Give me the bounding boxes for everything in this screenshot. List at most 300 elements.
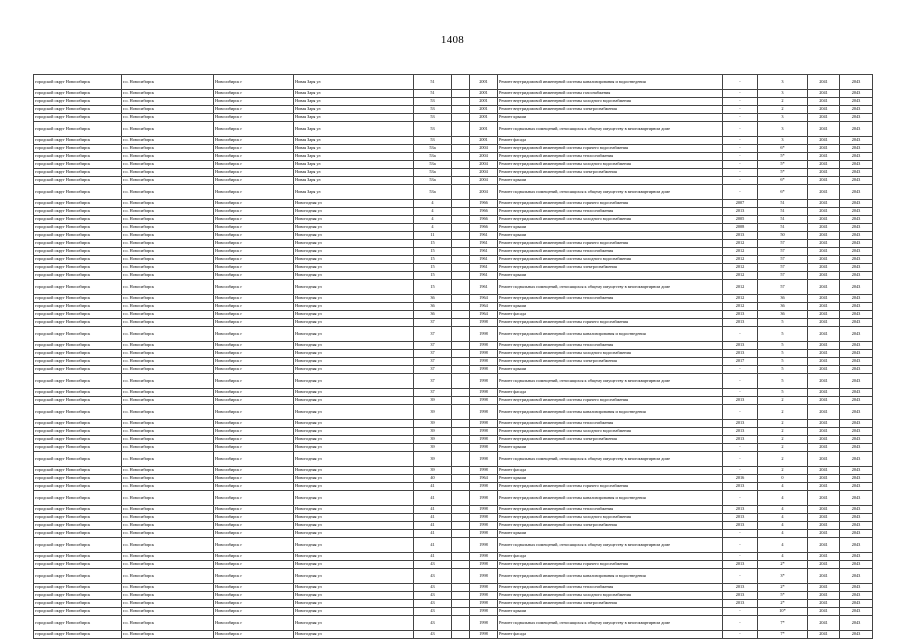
year-built-cell: 1964: [470, 295, 498, 303]
settlement-cell: г.о. Новосибирск: [122, 98, 214, 106]
work-type-cell: Ремонт внутридомовой инженерной системы электроснабжения: [498, 264, 723, 272]
work-type-cell: Ремонт внутридомовой инженерной системы холодного водоснабжения: [498, 256, 723, 264]
work-type-cell: Ремонт внутридомовой инженерной системы канализирования и водоотведения: [498, 327, 723, 342]
work-type-cell: Ремонт внутридомовой инженерной системы теплоснабжения: [498, 420, 723, 428]
wear-cell: 2*: [758, 561, 808, 569]
work-type-cell: Ремонт фасада: [498, 137, 723, 145]
building-cell: [452, 561, 470, 569]
building-cell: [452, 280, 470, 295]
last-repair-cell: 2017: [723, 358, 758, 366]
table-row: [34, 106, 873, 114]
last-repair-cell: -: [723, 553, 758, 561]
last-repair-cell: 2012: [723, 280, 758, 295]
period-to-cell: 2043: [840, 161, 873, 169]
settlement-cell: г.о. Новосибирск: [122, 106, 214, 114]
city-cell: Новосибирск г: [214, 272, 294, 280]
house-cell: 43: [414, 592, 452, 600]
settlement-cell: г.о. Новосибирск: [122, 366, 214, 374]
work-type-cell: Ремонт крыши: [498, 303, 723, 311]
settlement-cell: г.о. Новосибирск: [122, 475, 214, 483]
municipality-cell: городской округ Новосибирск: [34, 569, 122, 584]
street-cell: Новая Заря ул: [294, 122, 414, 137]
city-cell: Новосибирск г: [214, 98, 294, 106]
street-cell: Новогодняя ул: [294, 224, 414, 232]
street-cell: Новогодняя ул: [294, 342, 414, 350]
work-type-cell: Ремонт внутридомовой инженерной системы горячего водоснабжения: [498, 200, 723, 208]
year-built-cell: 1998: [470, 491, 498, 506]
municipality-cell: городской округ Новосибирск: [34, 592, 122, 600]
period-from-cell: 2041: [808, 428, 840, 436]
house-cell: 15: [414, 248, 452, 256]
house-cell: 36: [414, 295, 452, 303]
street-cell: Новогодняя ул: [294, 561, 414, 569]
table-row: [34, 75, 873, 90]
last-repair-cell: 2013: [723, 319, 758, 327]
street-cell: Новогодняя ул: [294, 631, 414, 639]
city-cell: Новосибирск г: [214, 592, 294, 600]
last-repair-cell: 2013: [723, 561, 758, 569]
city-cell: Новосибирск г: [214, 397, 294, 405]
period-from-cell: 2041: [808, 389, 840, 397]
table-row: [34, 475, 873, 483]
settlement-cell: г.о. Новосибирск: [122, 303, 214, 311]
last-repair-cell: -: [723, 608, 758, 616]
settlement-cell: г.о. Новосибирск: [122, 397, 214, 405]
street-cell: Новогодняя ул: [294, 350, 414, 358]
house-cell: 41: [414, 491, 452, 506]
settlement-cell: г.о. Новосибирск: [122, 122, 214, 137]
settlement-cell: г.о. Новосибирск: [122, 114, 214, 122]
municipality-cell: городской округ Новосибирск: [34, 303, 122, 311]
last-repair-cell: -: [723, 169, 758, 177]
settlement-cell: г.о. Новосибирск: [122, 592, 214, 600]
street-cell: Новогодняя ул: [294, 327, 414, 342]
city-cell: Новосибирск г: [214, 584, 294, 592]
period-to-cell: 2043: [840, 98, 873, 106]
last-repair-cell: 2013: [723, 584, 758, 592]
building-cell: [452, 522, 470, 530]
wear-cell: 5: [758, 358, 808, 366]
settlement-cell: г.о. Новосибирск: [122, 319, 214, 327]
city-cell: Новосибирск г: [214, 114, 294, 122]
settlement-cell: г.о. Новосибирск: [122, 631, 214, 639]
last-repair-cell: -: [723, 122, 758, 137]
table-row: [34, 569, 873, 584]
wear-cell: 51: [758, 200, 808, 208]
city-cell: Новосибирск г: [214, 232, 294, 240]
period-to-cell: 2043: [840, 248, 873, 256]
municipality-cell: городской округ Новосибирск: [34, 420, 122, 428]
table-row: [34, 122, 873, 137]
work-type-cell: Ремонт фасада: [498, 553, 723, 561]
year-built-cell: 1998: [470, 584, 498, 592]
period-to-cell: 2043: [840, 389, 873, 397]
last-repair-cell: 2013: [723, 420, 758, 428]
last-repair-cell: -: [723, 98, 758, 106]
year-built-cell: 1998: [470, 631, 498, 639]
last-repair-cell: -: [723, 90, 758, 98]
municipality-cell: городской округ Новосибирск: [34, 358, 122, 366]
building-cell: [452, 600, 470, 608]
street-cell: Новогодняя ул: [294, 397, 414, 405]
municipality-cell: городской округ Новосибирск: [34, 114, 122, 122]
house-cell: 53: [414, 122, 452, 137]
city-cell: Новосибирск г: [214, 389, 294, 397]
municipality-cell: городской округ Новосибирск: [34, 530, 122, 538]
municipality-cell: городской округ Новосибирск: [34, 169, 122, 177]
last-repair-cell: -: [723, 106, 758, 114]
period-to-cell: 2043: [840, 514, 873, 522]
street-cell: Новая Заря ул: [294, 169, 414, 177]
period-from-cell: 2041: [808, 232, 840, 240]
period-from-cell: 2041: [808, 303, 840, 311]
last-repair-cell: -: [723, 530, 758, 538]
house-cell: 53а: [414, 169, 452, 177]
building-cell: [452, 584, 470, 592]
street-cell: Новая Заря ул: [294, 161, 414, 169]
building-cell: [452, 295, 470, 303]
period-from-cell: 2041: [808, 280, 840, 295]
municipality-cell: городской округ Новосибирск: [34, 264, 122, 272]
city-cell: Новосибирск г: [214, 374, 294, 389]
building-cell: [452, 374, 470, 389]
street-cell: Новогодняя ул: [294, 483, 414, 491]
table-row: [34, 240, 873, 248]
building-cell: [452, 491, 470, 506]
street-cell: Новая Заря ул: [294, 153, 414, 161]
period-to-cell: 2043: [840, 506, 873, 514]
last-repair-cell: 2013: [723, 350, 758, 358]
period-from-cell: 2041: [808, 122, 840, 137]
street-cell: Новогодняя ул: [294, 553, 414, 561]
period-to-cell: 2043: [840, 420, 873, 428]
city-cell: Новосибирск г: [214, 506, 294, 514]
street-cell: Новогодняя ул: [294, 366, 414, 374]
period-to-cell: 2043: [840, 122, 873, 137]
wear-cell: 0: [758, 475, 808, 483]
house-cell: 37: [414, 358, 452, 366]
municipality-cell: городской округ Новосибирск: [34, 295, 122, 303]
table-row: [34, 467, 873, 475]
street-cell: Новогодняя ул: [294, 272, 414, 280]
table-row: [34, 530, 873, 538]
settlement-cell: г.о. Новосибирск: [122, 389, 214, 397]
city-cell: Новосибирск г: [214, 248, 294, 256]
municipality-cell: городской округ Новосибирск: [34, 366, 122, 374]
table-row: [34, 153, 873, 161]
settlement-cell: г.о. Новосибирск: [122, 506, 214, 514]
building-cell: [452, 592, 470, 600]
last-repair-cell: -: [723, 327, 758, 342]
table-row: [34, 397, 873, 405]
city-cell: Новосибирск г: [214, 264, 294, 272]
period-to-cell: 2043: [840, 405, 873, 420]
year-built-cell: 1961: [470, 240, 498, 248]
work-type-cell: Ремонт внутридомовой инженерной системы теплоснабжения: [498, 342, 723, 350]
last-repair-cell: 2016: [723, 475, 758, 483]
work-type-cell: Ремонт подвальных помещений, относящихся к общему имуществу в многоквартирном доме: [498, 452, 723, 467]
house-cell: 4: [414, 216, 452, 224]
table-row: [34, 436, 873, 444]
period-from-cell: 2041: [808, 405, 840, 420]
last-repair-cell: 2013: [723, 592, 758, 600]
settlement-cell: г.о. Новосибирск: [122, 561, 214, 569]
period-to-cell: 2043: [840, 616, 873, 631]
period-from-cell: 2041: [808, 216, 840, 224]
wear-cell: 57: [758, 256, 808, 264]
period-from-cell: 2041: [808, 75, 840, 90]
period-from-cell: 2041: [808, 608, 840, 616]
municipality-cell: городской округ Новосибирск: [34, 374, 122, 389]
settlement-cell: г.о. Новосибирск: [122, 145, 214, 153]
period-to-cell: 2043: [840, 208, 873, 216]
table-row: [34, 491, 873, 506]
table-row: [34, 631, 873, 639]
city-cell: Новосибирск г: [214, 303, 294, 311]
municipality-cell: городской округ Новосибирск: [34, 122, 122, 137]
work-type-cell: Ремонт внутридомовой инженерной системы горячего водоснабжения: [498, 240, 723, 248]
city-cell: Новосибирск г: [214, 90, 294, 98]
municipality-cell: городской округ Новосибирск: [34, 248, 122, 256]
building-cell: [452, 514, 470, 522]
work-type-cell: Ремонт внутридомовой инженерной системы холодного водоснабжения: [498, 592, 723, 600]
last-repair-cell: 2013: [723, 483, 758, 491]
building-cell: [452, 538, 470, 553]
period-from-cell: 2041: [808, 327, 840, 342]
year-built-cell: 2004: [470, 161, 498, 169]
street-cell: Новая Заря ул: [294, 98, 414, 106]
work-type-cell: Ремонт внутридомовой инженерной системы теплоснабжения: [498, 506, 723, 514]
year-built-cell: 1998: [470, 506, 498, 514]
wear-cell: 7*: [758, 616, 808, 631]
work-type-cell: Ремонт подвальных помещений, относящихся к общему имуществу в многоквартирном доме: [498, 122, 723, 137]
house-cell: 41: [414, 514, 452, 522]
year-built-cell: 1998: [470, 389, 498, 397]
municipality-cell: городской округ Новосибирск: [34, 232, 122, 240]
street-cell: Новогодняя ул: [294, 506, 414, 514]
table-row: [34, 311, 873, 319]
building-cell: [452, 311, 470, 319]
building-cell: [452, 208, 470, 216]
last-repair-cell: 2013: [723, 232, 758, 240]
wear-cell: 4: [758, 491, 808, 506]
wear-cell: 2: [758, 405, 808, 420]
period-to-cell: 2043: [840, 584, 873, 592]
table-body: [34, 75, 873, 639]
house-cell: 37: [414, 342, 452, 350]
settlement-cell: г.о. Новосибирск: [122, 185, 214, 200]
year-built-cell: 1998: [470, 436, 498, 444]
city-cell: Новосибирск г: [214, 452, 294, 467]
table-row: [34, 592, 873, 600]
wear-cell: 2: [758, 444, 808, 452]
year-built-cell: 1998: [470, 600, 498, 608]
wear-cell: 2*: [758, 600, 808, 608]
municipality-cell: городской округ Новосибирск: [34, 584, 122, 592]
building-cell: [452, 327, 470, 342]
municipality-cell: городской округ Новосибирск: [34, 631, 122, 639]
street-cell: Новогодняя ул: [294, 280, 414, 295]
work-type-cell: Ремонт внутридомовой инженерной системы канализирования и водоотведения: [498, 75, 723, 90]
work-type-cell: Ремонт крыши: [498, 444, 723, 452]
year-built-cell: 1966: [470, 200, 498, 208]
settlement-cell: г.о. Новосибирск: [122, 216, 214, 224]
table-row: [34, 514, 873, 522]
period-from-cell: 2041: [808, 272, 840, 280]
table-row: [34, 452, 873, 467]
table-row: [34, 264, 873, 272]
period-from-cell: 2041: [808, 631, 840, 639]
city-cell: Новосибирск г: [214, 444, 294, 452]
table-row: [34, 506, 873, 514]
period-to-cell: 2043: [840, 256, 873, 264]
settlement-cell: г.о. Новосибирск: [122, 311, 214, 319]
table-row: [34, 561, 873, 569]
last-repair-cell: -: [723, 616, 758, 631]
last-repair-cell: 2013: [723, 600, 758, 608]
building-cell: [452, 106, 470, 114]
house-cell: 43: [414, 561, 452, 569]
settlement-cell: г.о. Новосибирск: [122, 177, 214, 185]
period-from-cell: 2041: [808, 397, 840, 405]
street-cell: Новая Заря ул: [294, 106, 414, 114]
house-cell: 43: [414, 608, 452, 616]
period-from-cell: 2041: [808, 177, 840, 185]
street-cell: Новогодняя ул: [294, 530, 414, 538]
period-from-cell: 2041: [808, 106, 840, 114]
settlement-cell: г.о. Новосибирск: [122, 240, 214, 248]
period-to-cell: 2043: [840, 75, 873, 90]
street-cell: Новогодняя ул: [294, 467, 414, 475]
year-built-cell: 2001: [470, 106, 498, 114]
period-from-cell: 2041: [808, 137, 840, 145]
period-from-cell: 2041: [808, 506, 840, 514]
building-cell: [452, 114, 470, 122]
municipality-cell: городской округ Новосибирск: [34, 272, 122, 280]
settlement-cell: г.о. Новосибирск: [122, 420, 214, 428]
wear-cell: 57: [758, 280, 808, 295]
wear-cell: 6*: [758, 177, 808, 185]
work-type-cell: Ремонт внутридомовой инженерной системы теплоснабжения: [498, 248, 723, 256]
wear-cell: 6*: [758, 185, 808, 200]
wear-cell: 2: [758, 467, 808, 475]
last-repair-cell: -: [723, 569, 758, 584]
building-cell: [452, 161, 470, 169]
city-cell: Новосибирск г: [214, 631, 294, 639]
house-cell: 39: [414, 444, 452, 452]
wear-cell: 5: [758, 342, 808, 350]
wear-cell: 4: [758, 538, 808, 553]
year-built-cell: 1966: [470, 216, 498, 224]
municipality-cell: городской округ Новосибирск: [34, 145, 122, 153]
house-cell: 40: [414, 475, 452, 483]
work-type-cell: Ремонт внутридомовой инженерной системы холодного водоснабжения: [498, 98, 723, 106]
city-cell: Новосибирск г: [214, 327, 294, 342]
street-cell: Новая Заря ул: [294, 75, 414, 90]
wear-cell: 3: [758, 122, 808, 137]
work-type-cell: Ремонт внутридомовой инженерной системы теплоснабжения: [498, 153, 723, 161]
table-row: [34, 584, 873, 592]
city-cell: Новосибирск г: [214, 553, 294, 561]
period-from-cell: 2041: [808, 483, 840, 491]
year-built-cell: 1998: [470, 530, 498, 538]
building-cell: [452, 272, 470, 280]
period-to-cell: 2043: [840, 319, 873, 327]
year-built-cell: 1961: [470, 248, 498, 256]
work-type-cell: Ремонт подвальных помещений, относящихся к общему имуществу в многоквартирном доме: [498, 616, 723, 631]
year-built-cell: 1966: [470, 208, 498, 216]
period-to-cell: 2043: [840, 224, 873, 232]
table-row: [34, 600, 873, 608]
settlement-cell: г.о. Новосибирск: [122, 90, 214, 98]
last-repair-cell: 2013: [723, 514, 758, 522]
house-cell: 36: [414, 311, 452, 319]
work-type-cell: Ремонт фасада: [498, 389, 723, 397]
house-cell: 15: [414, 280, 452, 295]
period-from-cell: 2041: [808, 569, 840, 584]
building-cell: [452, 248, 470, 256]
settlement-cell: г.о. Новосибирск: [122, 137, 214, 145]
period-from-cell: 2041: [808, 350, 840, 358]
period-to-cell: 2043: [840, 522, 873, 530]
period-from-cell: 2041: [808, 366, 840, 374]
last-repair-cell: -: [723, 114, 758, 122]
year-built-cell: 1998: [470, 397, 498, 405]
table-row: [34, 200, 873, 208]
work-type-cell: Ремонт внутридомовой инженерной системы электроснабжения: [498, 358, 723, 366]
period-from-cell: 2041: [808, 295, 840, 303]
street-cell: Новогодняя ул: [294, 584, 414, 592]
year-built-cell: 1998: [470, 553, 498, 561]
year-built-cell: 1998: [470, 538, 498, 553]
period-to-cell: 2043: [840, 561, 873, 569]
year-built-cell: 1998: [470, 350, 498, 358]
wear-cell: 4: [758, 553, 808, 561]
wear-cell: 5*: [758, 161, 808, 169]
wear-cell: 2: [758, 98, 808, 106]
settlement-cell: г.о. Новосибирск: [122, 248, 214, 256]
last-repair-cell: -: [723, 366, 758, 374]
table-row: [34, 145, 873, 153]
work-type-cell: Ремонт внутридомовой инженерной системы холодного водоснабжения: [498, 514, 723, 522]
city-cell: Новосибирск г: [214, 342, 294, 350]
year-built-cell: 1998: [470, 514, 498, 522]
wear-cell: 4: [758, 530, 808, 538]
last-repair-cell: -: [723, 452, 758, 467]
settlement-cell: г.о. Новосибирск: [122, 428, 214, 436]
work-type-cell: Ремонт фасада: [498, 631, 723, 639]
house-cell: 37: [414, 374, 452, 389]
building-cell: [452, 177, 470, 185]
period-to-cell: 2043: [840, 569, 873, 584]
city-cell: Новосибирск г: [214, 185, 294, 200]
table-row: [34, 303, 873, 311]
period-from-cell: 2041: [808, 256, 840, 264]
table-row: [34, 405, 873, 420]
city-cell: Новосибирск г: [214, 616, 294, 631]
last-repair-cell: 2013: [723, 342, 758, 350]
city-cell: Новосибирск г: [214, 240, 294, 248]
house-cell: 39: [414, 405, 452, 420]
last-repair-cell: -: [723, 538, 758, 553]
street-cell: Новогодняя ул: [294, 264, 414, 272]
work-type-cell: Ремонт крыши: [498, 114, 723, 122]
municipality-cell: городской округ Новосибирск: [34, 75, 122, 90]
house-cell: 53а: [414, 145, 452, 153]
building-cell: [452, 366, 470, 374]
repair-schedule-table: [33, 74, 873, 639]
period-from-cell: 2041: [808, 240, 840, 248]
